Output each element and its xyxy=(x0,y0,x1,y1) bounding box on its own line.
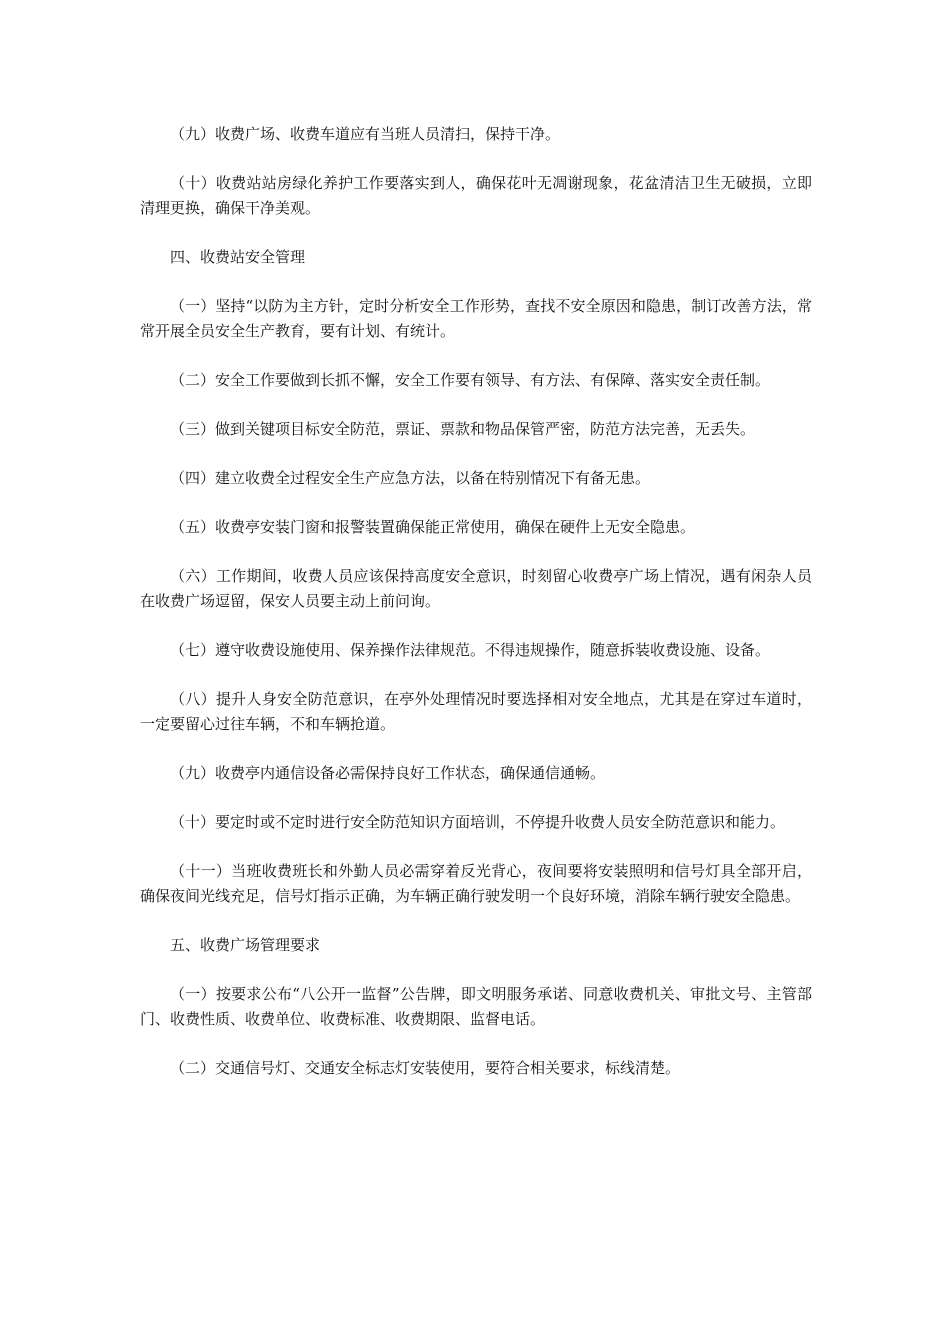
paragraph-10-greening: （十）收费站站房绿化养护工作要落实到人，确保花叶无凋谢现象，花盆清洁卫生无破损，立即清理更换，确保干净美观。 xyxy=(140,174,812,217)
paragraph-9-cleaning: （九）收费广场、收费车道应有当班人员清扫，保持干净。 xyxy=(170,125,561,143)
paragraph-plaza-1: （一）按要求公布“八公开一监督”公告牌，即文明服务承诺、同意收费机关、审批文号、主管部门、收费性质、收费单位、收费标准、收费期限、监督电话。 xyxy=(140,985,812,1028)
paragraph-safety-2: （二）安全工作要做到长抓不懈，安全工作要有领导、有方法、有保障、落实安全责任制。 xyxy=(170,371,771,389)
paragraph-safety-8: （八）提升人身安全防范意识，在亭外处理情况时要选择相对安全地点，尤其是在穿过车道时，一定要留心过往车辆，不和车辆抢道。 xyxy=(140,690,812,733)
paragraph-safety-6: （六）工作期间，收费人员应该保持高度安全意识，时刻留心收费亭广场上情况，遇有闲杂人员在收费广场逗留，保安人员要主动上前问询。 xyxy=(140,567,812,610)
paragraph-safety-10: （十）要定时或不定时进行安全防范知识方面培训，不停提升收费人员安全防范意识和能力。 xyxy=(170,813,786,831)
paragraph-safety-7: （七）遵守收费设施使用、保养操作法律规范。不得违规操作，随意拆装收费设施、设备。 xyxy=(170,641,771,659)
section-heading-safety: 四、收费站安全管理 xyxy=(170,248,306,266)
paragraph-safety-3: （三）做到关键项目标安全防范，票证、票款和物品保管严密，防范方法完善，无丢失。 xyxy=(170,420,756,438)
paragraph-safety-5: （五）收费亭安装门窗和报警装置确保能正常使用，确保在硬件上无安全隐患。 xyxy=(170,518,696,536)
section-heading-plaza: 五、收费广场管理要求 xyxy=(170,936,321,954)
paragraph-safety-9: （九）收费亭内通信设备必需保持良好工作状态，确保通信通畅。 xyxy=(170,764,606,782)
paragraph-safety-1: （一）坚持“以防为主方针，定时分析安全工作形势，查找不安全原因和隐患，制订改善方法，常常开展全员安全生产教育，要有计划、有统计。 xyxy=(140,297,812,340)
paragraph-plaza-2: （二）交通信号灯、交通安全标志灯安装使用，要符合相关要求，标线清楚。 xyxy=(170,1059,681,1077)
paragraph-safety-11: （十一）当班收费班长和外勤人员必需穿着反光背心，夜间要将安装照明和信号灯具全部开启，确保夜间光线充足，信号灯指示正确，为车辆正确行驶发明一个良好环境，消除车辆行驶安全隐患。 xyxy=(140,862,812,905)
document-page xyxy=(140,122,812,1105)
paragraph-safety-4: （四）建立收费全过程安全生产应急方法，以备在特别情况下有备无患。 xyxy=(170,469,651,487)
